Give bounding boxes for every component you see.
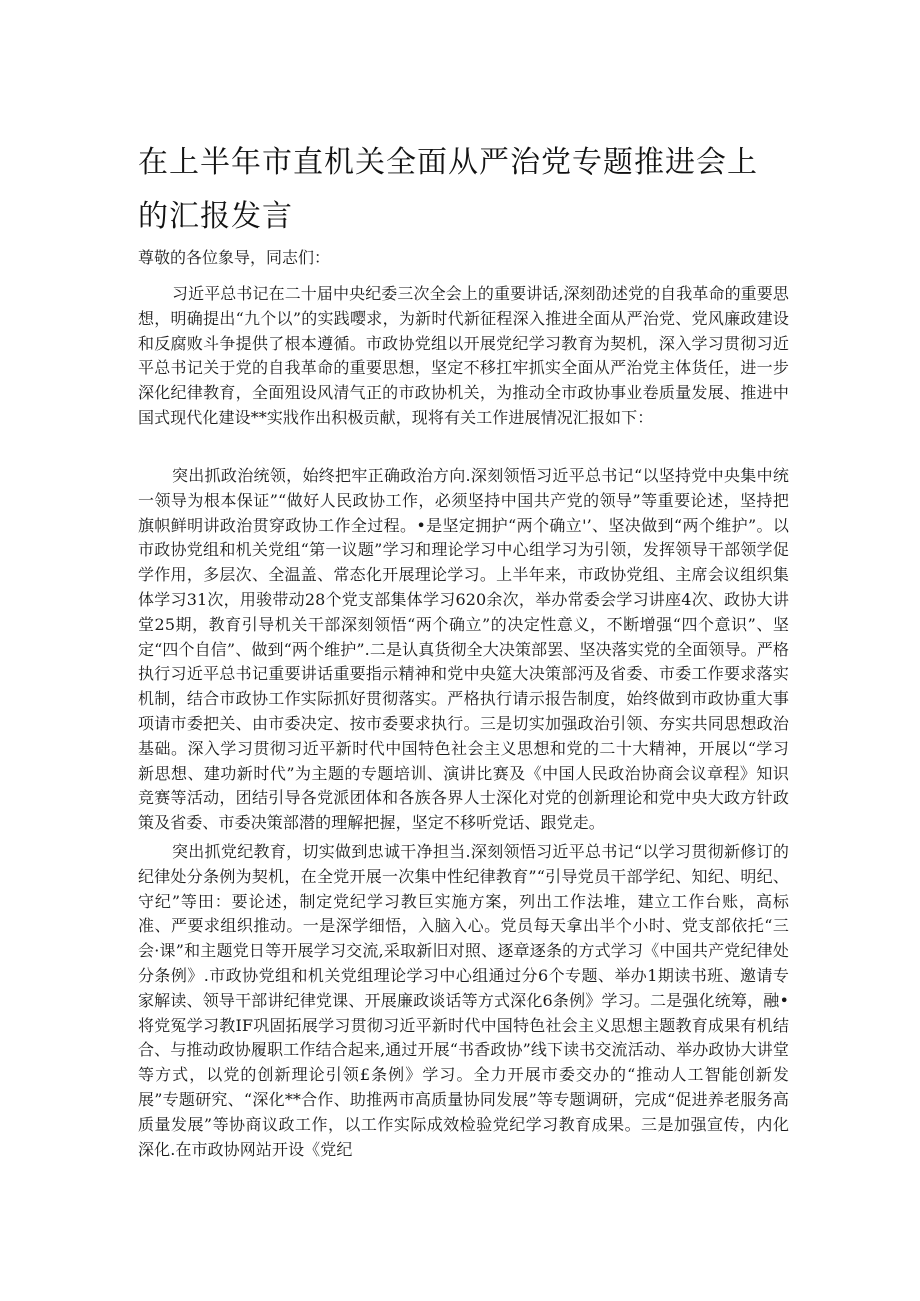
paragraph-intro: 习近平总书记在二十届中央纪委三次全会上的重要讲话,深刻劭述党的自我革命的重要思想，明确提出“九个以”的实践嘤求，为新时代新征程深入推进全面从严治党、党风廉政建设和反腐败斗争提供了根本遵循。市政协党组以开展党纪学习教育为契机，深入学习贯彻习近平总书记关于党的自我革命的重要思想，坚定不移扛牢抓实全面从严治党主体货任，进一步深化纪律教育，全面殂设风清气正的市政协机关，为推动全市政协事业卷质量发展、推进中国式现代化建设**实戕作出积极贡献，现将有关工作进展情况汇报如下：: [138, 284, 789, 427]
document-title: 在上半年市直机关全面从严治党专题推进会上的汇报发言: [138, 145, 758, 234]
salutation: 尊敬的各位象导，同志们：: [138, 248, 331, 267]
paragraph-discipline-education: 突出抓党纪教育，切实做到忠诚干净担当.深刻领悟习近平总书记“以学习贯彻新修订的纪律处分条例为契机，在全党开展一次集中性纪律教育”“引导党员干部学纪、知纪、明纪、守纪”等田：要论述，制定党纪学习教巨实施方案，列出工作法堆，建立工作台账，高标准、严要求组织推动。一是深学细悟，入脑入心。党员每天拿出半个小时、党支部依托“三会·课”和主题党日等开展学习交流,采取新旧对照、逐章逐条的方式学习《中国共产党纪律处分条例》.市政协党组和机关党组理论学习中心组通过分6个专题、举办1期读书班、邀请专家解读、领导干部讲纪律党课、开展廉政谈话等方式深化6条例》学习。二是强化统筹，融•将党冤学习教IF巩固拓展学习贯彻习近平新时代中国特色社会主义思想主题教育成果有机结合、与推动政协履职工作结合起来,通过开展“书香政协”线下读书交流活动、举办政协大讲堂等方式，以党的创新理论引领£条例》学习。全力开展市委交办的“推动人工智能创新发展”专题研究、“深化**合作、助推两市高质量协同发展”等专题调研，完成“促进养老服务高质量发展”等协商议政工作，以工作实际成效检验党纪学习教育成果。三是加强宣传，内化深化.在市政协网站开设《党纪: [138, 842, 789, 1159]
paragraph-political-leadership: 突出抓政治统领，始终把牢正确政治方向.深刻领悟习近平总书记“以坚持党中央集中统一领导为根本保证”“做好人民政协工作，必须坚持中国共产党的领导”等重要论述，坚持把旗帜鲜明讲政治贯穿政协工作全过程。•是坚定拥护“两个确立'’、坚决做到“两个维护”。以市政协党组和机关党组“第一议题”学习和理论学习中心组学习为引领，发挥领导干部领学促学作用，多层次、全温盖、常态化开展理论学习。上半年来，市政协党组、主席会议组织集体学习31次，用骏带动28个党支部集体学习620余次，举办常委会学习讲座4次、政协大讲堂25期，教育引导机关干部深刻领悟“两个确立”的决定性意义，不断增强“四个意识”、坚定“四个自信”、做到“两个维护”.二是认真货彻全大决策部罢、坚决落实党的全面领导。严格执行习近平总书记重要讲话重要指示精神和党中央筵大决策部沔及省委、市委工作要求落实机制，结合市政协工作实际抓好贯彻落实。严格执行请示报告制度，始终做到市政协重大事项请市委把关、由市委决定、按市委要求执行。三是切实加强政治引领、夯实共同思想政治基础。深入学习贯彻习近平新时代中国特色社会主义思想和党的二十大精神，开展以“学习新思想、建功新时代”为主题的专题培训、演讲比赛及《中国人民政治协商会议章程》知识竞赛等活动，团结引导各党派团体和各族各界人士深化对党的创新理论和党中央大政方针政策及省委、市委决策部潜的理解把握，坚定不移听党话、跟党走。: [138, 466, 789, 833]
